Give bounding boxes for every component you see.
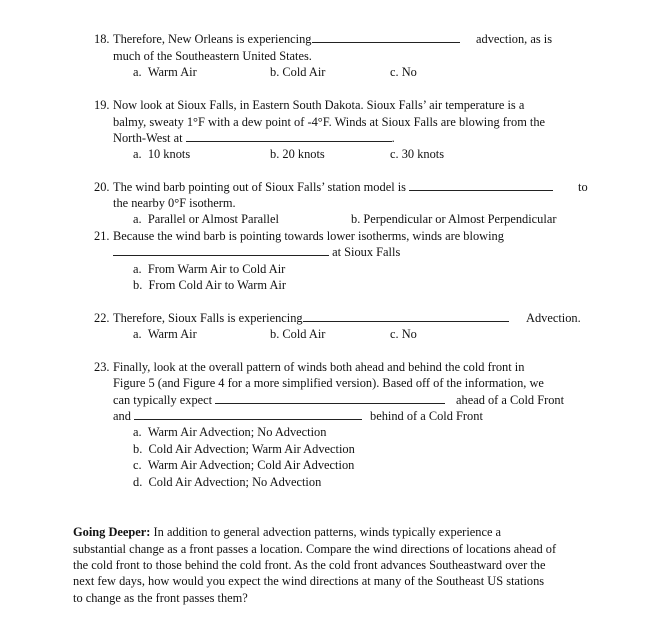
q22-option-a[interactable]: a. Warm Air [133,327,197,341]
q20-option-b[interactable]: b. Perpendicular or Almost Perpendicular [351,212,557,226]
q18-text-start: Therefore, New Orleans is experiencing [113,32,312,46]
q21-answer-blank[interactable] [113,244,329,256]
q22-text: Therefore, Sioux Falls is experiencing [113,310,509,327]
q18-text-line2: much of the Southeastern United States. [113,49,312,63]
q23-option-c[interactable]: c. Warm Air Advection; Cold Air Advection [133,458,355,472]
q18-option-a[interactable]: a. Warm Air [133,65,197,79]
q21-option-a[interactable]: a. From Warm Air to Cold Air [133,262,286,276]
q18-option-b[interactable]: b. Cold Air [270,65,326,79]
q22-number: 22. [94,311,110,325]
q23-line4: and [113,408,362,425]
q23-line1: Finally, look at the overall pattern of winds both ahead and behind the cold front in [113,360,525,374]
going-deeper-line2: substantial change as a front passes a location. Compare the wind directions of locations ahead of [73,542,557,556]
q18-option-c[interactable]: c. No [390,65,417,79]
q23-option-d[interactable]: d. Cold Air Advection; No Advection [133,475,322,489]
q21-option-b[interactable]: b. From Cold Air to Warm Air [133,278,286,292]
q20-number: 20. [94,180,110,194]
q18-text-end: advection, as is [476,32,553,46]
q23-line3-end: ahead of a Cold Front [456,393,565,407]
q21-line2: at Sioux Falls [113,244,400,261]
q19-line2: balmy, sweaty 1°F with a dew point of -4°F. Winds at Sioux Falls are blowing from the [113,115,546,129]
q23-line4-end: behind of a Cold Front [370,409,483,423]
q18-answer-blank[interactable] [312,31,460,43]
q22-option-c[interactable]: c. No [390,327,417,341]
going-deeper-line3: the cold front to those behind the cold front. As the cold front advances Southeastward over the [73,558,546,572]
q20-line1-end: to [578,180,588,194]
q19-number: 19. [94,98,110,112]
q23-answer-blank-behind[interactable] [134,408,362,420]
q21-line1: Because the wind barb is pointing towards lower isotherms, winds are blowing [113,229,504,243]
q22-text-end: Advection. [526,311,581,325]
q22-answer-blank[interactable] [303,310,509,322]
going-deeper-heading: Going Deeper: [73,525,151,539]
q22-option-b[interactable]: b. Cold Air [270,327,326,341]
q21-number: 21. [94,229,110,243]
q23-option-b[interactable]: b. Cold Air Advection; Warm Air Advection [133,442,355,456]
going-deeper-line4: next few days, how would you expect the wind directions at many of the Southeast US stations [73,574,545,588]
q19-option-c[interactable]: c. 30 knots [390,147,445,161]
going-deeper-line1: Going Deeper: In addition to general advection patterns, winds typically experience a [73,525,502,539]
q19-option-a[interactable]: a. 10 knots [133,147,191,161]
q20-line1: The wind barb pointing out of Sioux Falls’ station model is [113,179,553,196]
q23-answer-blank-ahead[interactable] [215,392,445,404]
q20-answer-blank[interactable] [409,179,553,191]
q19-line1: Now look at Sioux Falls, in Eastern South Dakota. Sioux Falls’ air temperature is a [113,98,525,112]
q23-number: 23. [94,360,110,374]
going-deeper-line5: to change as the front passes them? [73,591,248,605]
q18-text [113,31,460,48]
q23-option-a[interactable]: a. Warm Air Advection; No Advection [133,425,327,439]
q23-line3: can typically expect [113,392,445,409]
q23-line2: Figure 5 (and Figure 4 for a more simplified version). Based off of the information, we [113,376,544,390]
q20-line2: the nearby 0°F isotherm. [113,196,236,210]
q18-number: 18. [94,32,110,46]
q19-line3: North-West at . [113,131,395,145]
q19-answer-blank[interactable] [186,130,392,142]
q20-option-a[interactable]: a. Parallel or Almost Parallel [133,212,279,226]
q19-option-b[interactable]: b. 20 knots [270,147,325,161]
